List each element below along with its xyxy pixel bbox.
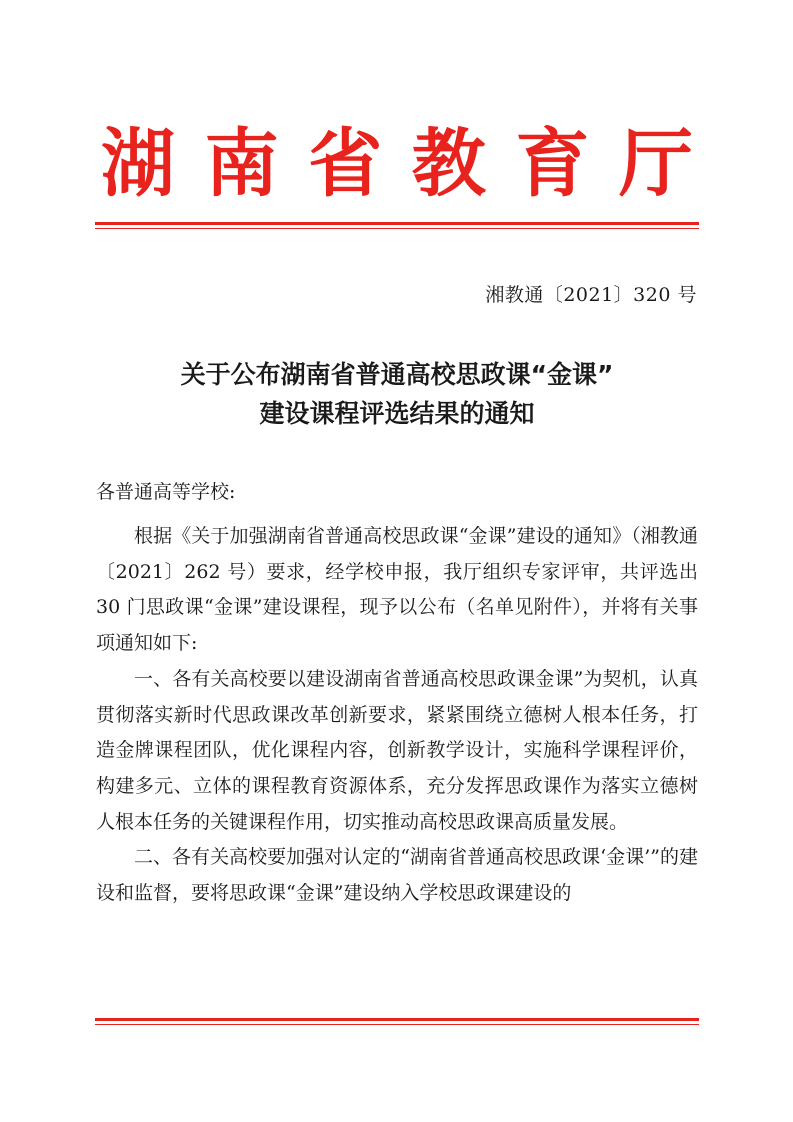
paragraph-item-2: 二、各有关高校要加强对认定的“湖南省普通高校思政课‘金课’”的建设和监督，要将思政课“金课”建设纳入学校思政课建设的 xyxy=(96,846,698,905)
salutation: 各普通高等学校: xyxy=(96,481,236,503)
divider-thin-line xyxy=(95,228,699,229)
masthead-char: 教 xyxy=(411,121,486,207)
document-number: 湘教通〔2021〕320 号 xyxy=(485,284,697,306)
divider-thick-line xyxy=(95,222,699,225)
masthead-char: 省 xyxy=(308,121,383,207)
document-title xyxy=(95,355,699,433)
title-line-1: 关于公布湖南省普通高校思政课“金课” xyxy=(180,360,614,389)
title-line-2: 建设课程评选结果的通知 xyxy=(259,399,535,428)
masthead-divider xyxy=(95,222,699,229)
masthead-char: 湖 xyxy=(101,121,175,207)
footer-divider xyxy=(95,1018,699,1025)
paragraph-intro: 根据《关于加强湖南省普通高校思政课“金课”建设的通知》（湘教通〔2021〕262 号）要求，经学校申报，我厅组织专家评审，共评选出 30 门思政课“金课”建设课程，现予以公布（名单见附件），并将有关事项通知如下: xyxy=(96,525,698,655)
divider-thin-line xyxy=(95,1024,699,1025)
divider-thick-line xyxy=(95,1018,699,1021)
issuer-masthead xyxy=(95,118,699,210)
masthead-char: 厅 xyxy=(618,121,693,207)
masthead-char: 育 xyxy=(515,121,590,207)
masthead-char: 南 xyxy=(204,121,279,207)
paragraph-item-1: 一、各有关高校要以建设湖南省普通高校思政课金课”为契机，认真贯彻落实新时代思政课改革创新要求，紧紧围绕立德树人根本任务，打造金牌课程团队，优化课程内容，创新教学设计，实施科学课程评价，构建多元、立体的课程教育资源体系，充分发挥思政课作为落实立德树人根本任务的关键课程作用，切实推动高校思政课高质量发展。 xyxy=(96,667,698,833)
body-text xyxy=(96,519,698,912)
